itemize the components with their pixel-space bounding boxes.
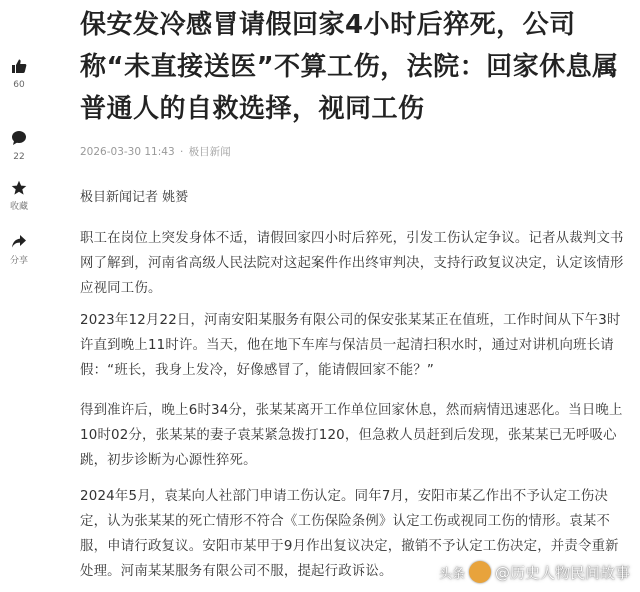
favorite-button[interactable] bbox=[0, 180, 38, 212]
article-source[interactable]: 极目新闻 bbox=[188, 146, 231, 158]
watermark-prefix: 头条 bbox=[438, 566, 465, 582]
comment-button[interactable] bbox=[0, 130, 38, 162]
share-button[interactable] bbox=[0, 234, 38, 266]
share-label: 分享 bbox=[9, 256, 28, 266]
paragraph-4: 2024年5月，袁某向人社部门申请工伤认定。同年7月，安阳市某乙作出不予认定工伤决定，认为张某某的死亡情形不符合《工伤保险条例》认定工伤或视同工伤的情形。袁某不服，申请行政复议。安阳市某甲于9月作出复议决定，撤销不予认定工伤决定，并责令重新处理。河南某某服务有限公司不服，提起行政诉讼。 bbox=[80, 489, 619, 579]
meta-separator: · bbox=[179, 146, 184, 158]
article-title: 保安发冷感冒请假回家4小时后猝死，公司称“未直接送医”不算工伤，法院：回家休息属普通人的自救选择，视同工伤 bbox=[80, 10, 619, 124]
thumbs-up-icon bbox=[11, 58, 27, 74]
action-sidebar bbox=[0, 0, 38, 592]
watermark bbox=[439, 558, 630, 586]
like-button[interactable] bbox=[0, 58, 38, 90]
paragraph-1: 职工在岗位上突发身体不适，请假回家四小时后猝死，引发工伤认定争议。记者从裁判文书网了解到，河南省高级人民法院对这起案件作出终审判决，支持行政复议决定，认定该情形应视同工伤。 bbox=[80, 231, 624, 296]
publish-date: 2026-03-30 11:43 bbox=[80, 146, 175, 158]
share-icon bbox=[11, 234, 27, 250]
comment-icon bbox=[11, 130, 27, 146]
paragraph-2: 2023年12月22日，河南安阳某服务有限公司的保安张某某正在值班，工作时间从下午3时许直到晚上11时许。当天，他在地下车库与保洁员一起清扫积水时，通过对讲机向班长请假：“班长，我身上发冷，好像感冒了，能请假回家不能？” bbox=[80, 313, 621, 378]
star-icon bbox=[11, 180, 27, 196]
favorite-label: 收藏 bbox=[9, 202, 28, 212]
like-count: 60 bbox=[13, 80, 25, 90]
article-meta bbox=[80, 144, 231, 159]
byline: 极目新闻记者 姚赟 bbox=[80, 190, 189, 205]
watermark-text: @历史人物民间故事 bbox=[494, 563, 630, 582]
watermark-logo-icon bbox=[469, 561, 491, 583]
paragraph-3: 得到准许后，晚上6时34分，张某某离开工作单位回家休息，然而病情迅速恶化。当日晚上10时02分，张某某的妻子袁某紧急拨打120，但急救人员赶到后发现，张某某已无呼吸心跳，初步诊断为心源性猝死。 bbox=[80, 403, 623, 468]
comment-count: 22 bbox=[13, 152, 25, 162]
